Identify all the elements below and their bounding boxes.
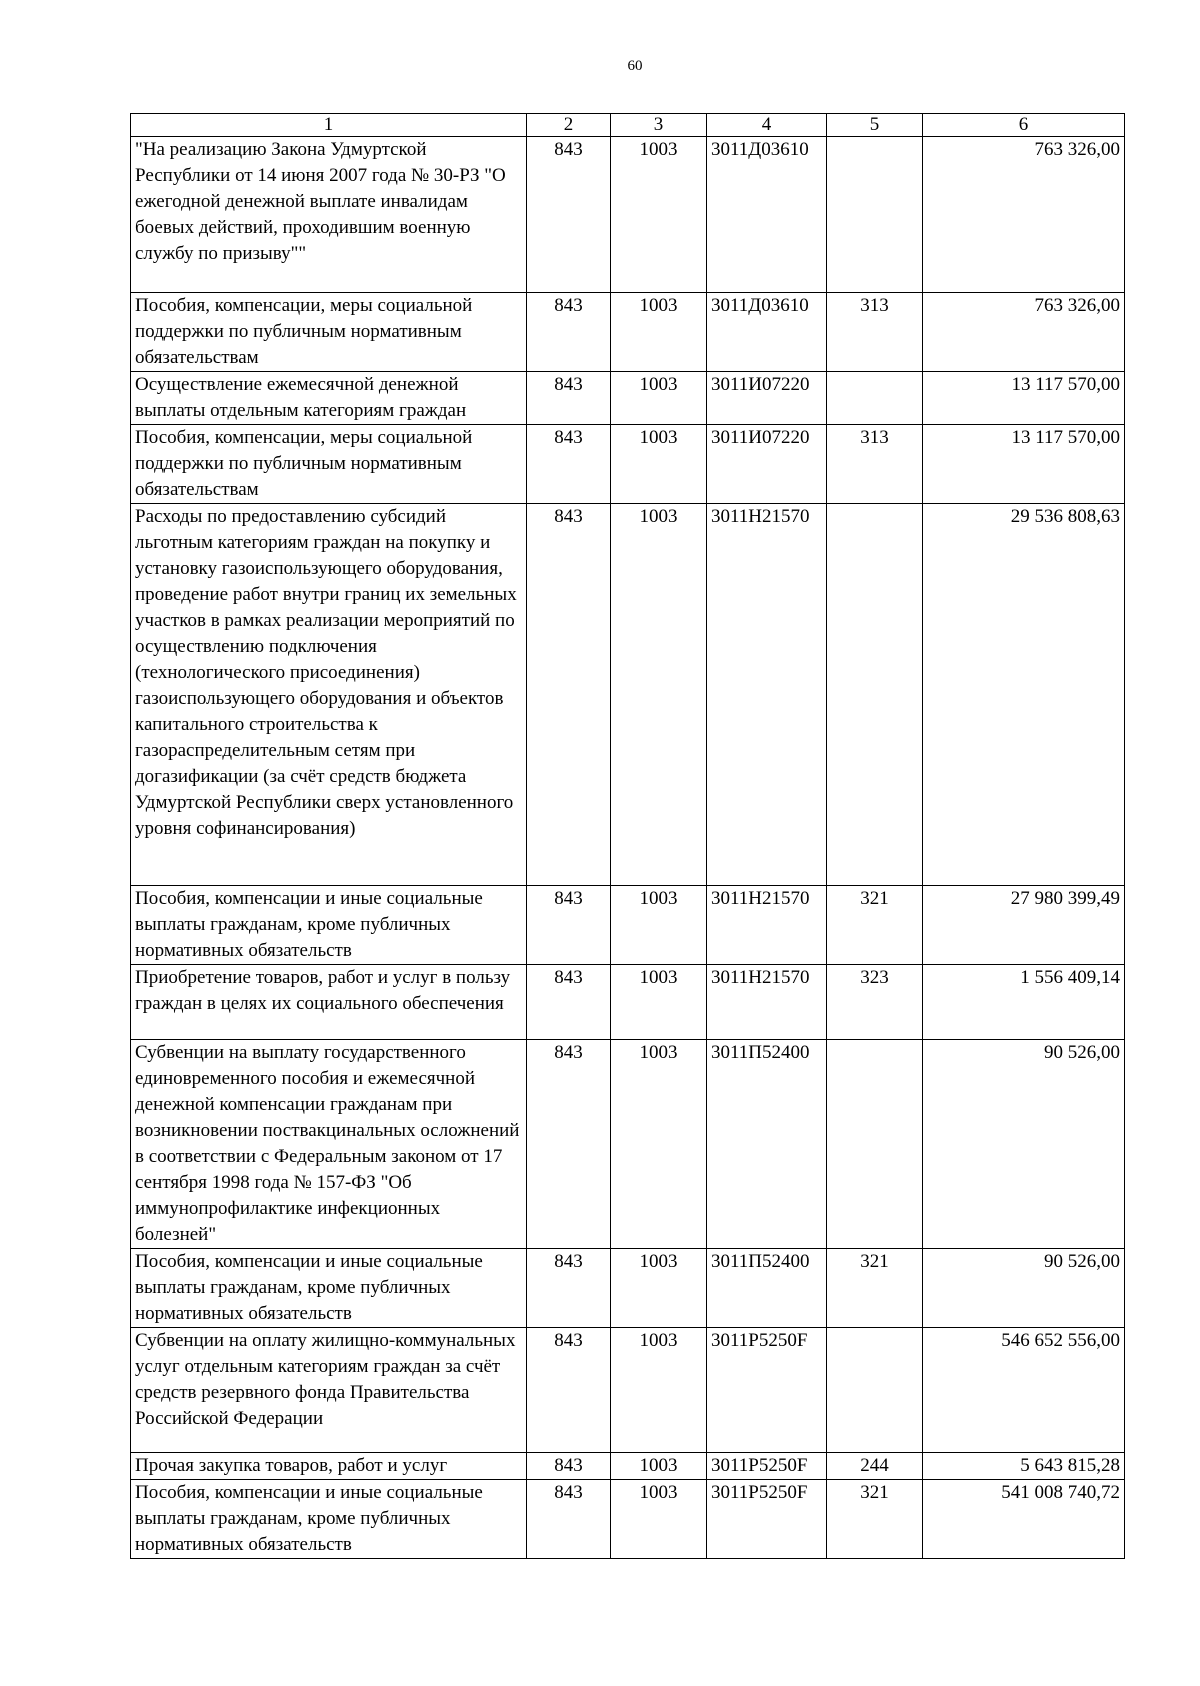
row-name-cell: Пособия, компенсации и иные социальные выплаты гражданам, кроме публичных нормативных обязательств xyxy=(131,886,527,965)
row-amount-cell: 90 526,00 xyxy=(923,1249,1125,1328)
row-section-cell: 1003 xyxy=(611,1249,707,1328)
row-expense-type-cell: 313 xyxy=(827,293,923,372)
row-amount-cell: 1 556 409,14 xyxy=(923,965,1125,1040)
row-name-cell: Субвенции на выплату государственного единовременного пособия и ежемесячной денежной компенсации гражданам при возникновении поствакцинальных осложнений в соответствии с Федеральным законом от 17 сентября 1998 года № 157-ФЗ "Об иммунопрофилактике инфекционных болезней" xyxy=(131,1040,527,1249)
header-cell-2: 2 xyxy=(527,114,611,137)
header-row xyxy=(131,114,1125,137)
row-department-cell: 843 xyxy=(527,1328,611,1453)
table-row xyxy=(131,372,1125,425)
table-row xyxy=(131,1453,1125,1480)
row-section-cell: 1003 xyxy=(611,886,707,965)
table-row xyxy=(131,504,1125,886)
row-name-cell: Субвенции на оплату жилищно-коммунальных услуг отдельным категориям граждан за счёт средств резервного фонда Правительства Российской Федерации xyxy=(131,1328,527,1453)
table-row xyxy=(131,965,1125,1040)
row-target-article-cell: 3011Н21570 xyxy=(707,965,827,1040)
row-expense-type-cell: 323 xyxy=(827,965,923,1040)
header-cell-5: 5 xyxy=(827,114,923,137)
row-name-cell: "На реализацию Закона Удмуртской Республики от 14 июня 2007 года № 30-РЗ "О ежегодной денежной выплате инвалидам боевых действий, проходившим военную службу по призыву"" xyxy=(131,137,527,293)
row-section-cell: 1003 xyxy=(611,1328,707,1453)
row-amount-cell: 763 326,00 xyxy=(923,293,1125,372)
table-row xyxy=(131,1328,1125,1453)
row-department-cell: 843 xyxy=(527,504,611,886)
row-name-cell: Пособия, компенсации, меры социальной поддержки по публичным нормативным обязательствам xyxy=(131,425,527,504)
row-amount-cell: 90 526,00 xyxy=(923,1040,1125,1249)
row-expense-type-cell xyxy=(827,1040,923,1249)
row-section-cell: 1003 xyxy=(611,1040,707,1249)
header-cell-4: 4 xyxy=(707,114,827,137)
table-row xyxy=(131,1480,1125,1559)
row-amount-cell: 763 326,00 xyxy=(923,137,1125,293)
header-cell-3: 3 xyxy=(611,114,707,137)
row-department-cell: 843 xyxy=(527,425,611,504)
row-expense-type-cell xyxy=(827,372,923,425)
row-name-cell: Прочая закупка товаров, работ и услуг xyxy=(131,1453,527,1480)
row-expense-type-cell: 321 xyxy=(827,1480,923,1559)
row-name-cell: Пособия, компенсации и иные социальные выплаты гражданам, кроме публичных нормативных обязательств xyxy=(131,1480,527,1559)
table-row xyxy=(131,425,1125,504)
row-department-cell: 843 xyxy=(527,1480,611,1559)
row-name-cell: Расходы по предоставлению субсидий льготным категориям граждан на покупку и установку газоиспользующего оборудования, проведение работ внутри границ их земельных участков в рамках реализации мероприятий по осуществлению подключения (технологического присоединения) газоиспользующего оборудования и объектов капитального строительства к газораспределительным сетям при догазификации (за счёт средств бюджета Удмуртской Республики сверх установленного уровня софинансирования) xyxy=(131,504,527,886)
row-expense-type-cell xyxy=(827,137,923,293)
row-department-cell: 843 xyxy=(527,293,611,372)
row-name-cell: Осуществление ежемесячной денежной выплаты отдельным категориям граждан xyxy=(131,372,527,425)
table-row xyxy=(131,886,1125,965)
table-row xyxy=(131,1040,1125,1249)
table-row xyxy=(131,137,1125,293)
table-row xyxy=(131,293,1125,372)
row-target-article-cell: 3011П52400 xyxy=(707,1249,827,1328)
row-target-article-cell: 3011Д03610 xyxy=(707,137,827,293)
row-section-cell: 1003 xyxy=(611,425,707,504)
table-row xyxy=(131,1249,1125,1328)
row-target-article-cell: 3011И07220 xyxy=(707,425,827,504)
row-section-cell: 1003 xyxy=(611,372,707,425)
row-department-cell: 843 xyxy=(527,372,611,425)
row-target-article-cell: 3011Д03610 xyxy=(707,293,827,372)
row-department-cell: 843 xyxy=(527,1453,611,1480)
row-name-cell: Приобретение товаров, работ и услуг в пользу граждан в целях их социального обеспечения xyxy=(131,965,527,1040)
row-expense-type-cell: 321 xyxy=(827,886,923,965)
header-cell-6: 6 xyxy=(923,114,1125,137)
row-expense-type-cell xyxy=(827,1328,923,1453)
row-section-cell: 1003 xyxy=(611,965,707,1040)
row-target-article-cell: 3011И07220 xyxy=(707,372,827,425)
row-department-cell: 843 xyxy=(527,1040,611,1249)
row-department-cell: 843 xyxy=(527,137,611,293)
row-section-cell: 1003 xyxy=(611,137,707,293)
row-section-cell: 1003 xyxy=(611,1453,707,1480)
budget-table xyxy=(130,113,1125,1559)
row-expense-type-cell xyxy=(827,504,923,886)
row-target-article-cell: 3011Р5250F xyxy=(707,1453,827,1480)
row-section-cell: 1003 xyxy=(611,1480,707,1559)
row-target-article-cell: 3011Н21570 xyxy=(707,504,827,886)
row-expense-type-cell: 321 xyxy=(827,1249,923,1328)
row-expense-type-cell: 244 xyxy=(827,1453,923,1480)
row-section-cell: 1003 xyxy=(611,293,707,372)
row-department-cell: 843 xyxy=(527,886,611,965)
row-target-article-cell: 3011Р5250F xyxy=(707,1328,827,1453)
row-department-cell: 843 xyxy=(527,1249,611,1328)
header-cell-1: 1 xyxy=(131,114,527,137)
row-target-article-cell: 3011Н21570 xyxy=(707,886,827,965)
row-amount-cell: 541 008 740,72 xyxy=(923,1480,1125,1559)
row-amount-cell: 13 117 570,00 xyxy=(923,372,1125,425)
row-target-article-cell: 3011Р5250F xyxy=(707,1480,827,1559)
row-section-cell: 1003 xyxy=(611,504,707,886)
row-department-cell: 843 xyxy=(527,965,611,1040)
row-amount-cell: 27 980 399,49 xyxy=(923,886,1125,965)
row-amount-cell: 29 536 808,63 xyxy=(923,504,1125,886)
row-target-article-cell: 3011П52400 xyxy=(707,1040,827,1249)
row-expense-type-cell: 313 xyxy=(827,425,923,504)
row-name-cell: Пособия, компенсации, меры социальной поддержки по публичным нормативным обязательствам xyxy=(131,293,527,372)
page-number: 60 xyxy=(627,58,643,74)
row-amount-cell: 5 643 815,28 xyxy=(923,1453,1125,1480)
row-name-cell: Пособия, компенсации и иные социальные выплаты гражданам, кроме публичных нормативных обязательств xyxy=(131,1249,527,1328)
row-amount-cell: 13 117 570,00 xyxy=(923,425,1125,504)
row-amount-cell: 546 652 556,00 xyxy=(923,1328,1125,1453)
